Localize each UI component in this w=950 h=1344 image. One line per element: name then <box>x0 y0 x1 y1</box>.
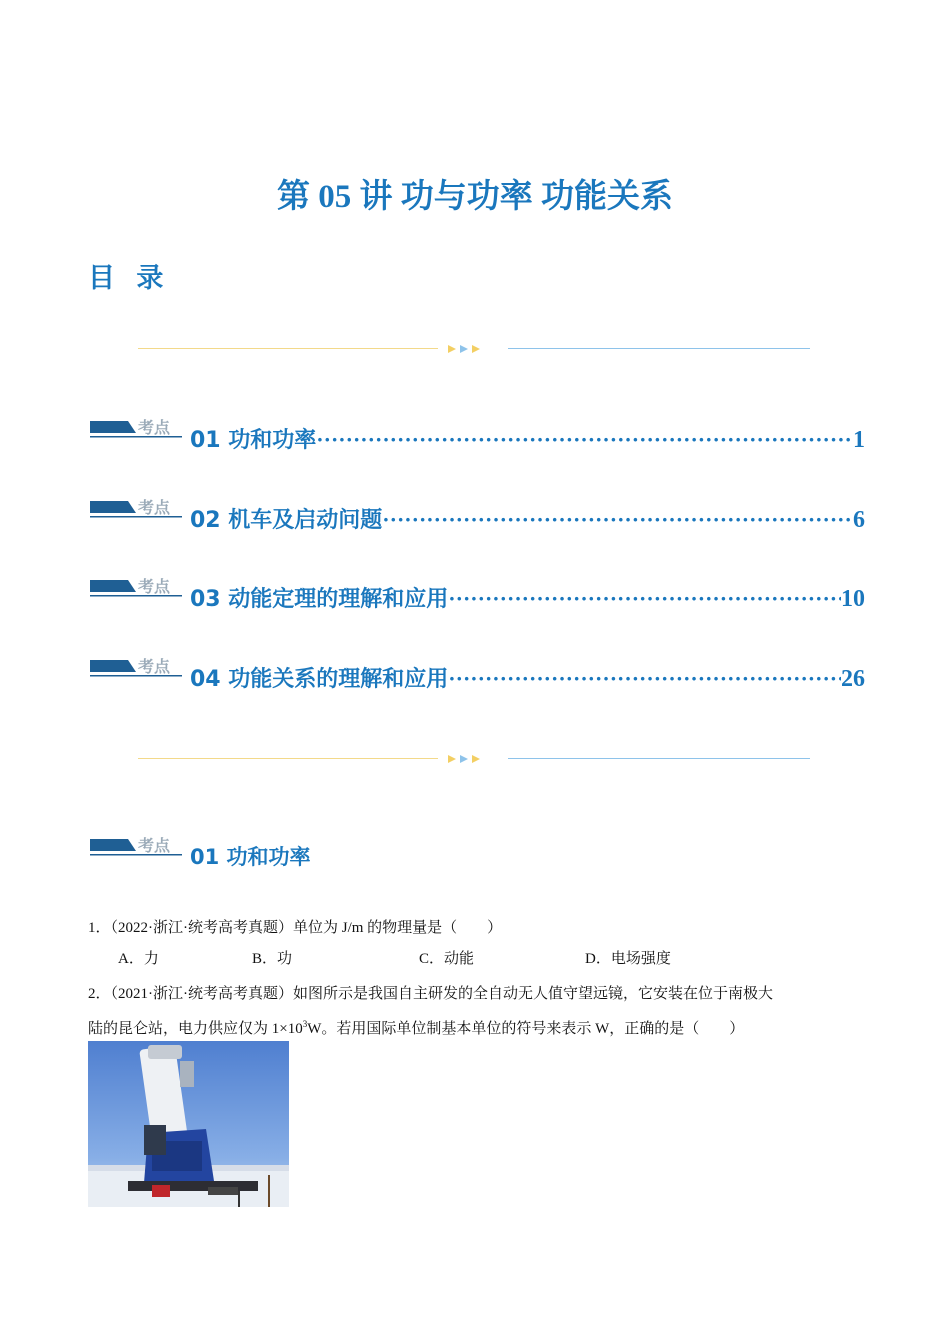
option-a: A．力 <box>118 951 159 967</box>
section-label: 01 功和功率 <box>190 845 311 869</box>
toc-page: 10 <box>841 586 865 612</box>
option-c: C．动能 <box>419 951 475 967</box>
toc-leader <box>316 427 853 453</box>
svg-text:考点: 考点 <box>138 836 171 855</box>
badge-icon <box>90 497 188 525</box>
svg-text:考点: 考点 <box>138 418 171 437</box>
toc-label: 03 动能定理的理解和应用 <box>190 587 449 612</box>
svg-text:考点: 考点 <box>138 657 171 676</box>
toc-label: 01 功和功率 <box>190 428 317 453</box>
option-d: D．电场强度 <box>585 951 671 967</box>
toc-leader <box>448 586 841 612</box>
divider-top <box>138 342 810 356</box>
toc-entry-1[interactable] <box>90 417 865 457</box>
toc-leader <box>382 507 853 533</box>
question-2-line-1: 2．（2021·浙江·统考高考真题）如图所示是我国自主研发的全自动无人值守望远镜，它安装在位于南极大 <box>88 986 773 1002</box>
page-title: 第 05 讲 功与功率 功能关系 <box>277 179 673 215</box>
badge-icon <box>90 656 188 684</box>
badge-icon <box>90 835 188 863</box>
arrows-icon <box>446 752 486 766</box>
toc-page: 1 <box>853 427 865 453</box>
question-2-line-2: 陆的昆仑站，电力供应仅为 $1\times 10^3W$。若用国际单位制基本单位的符号来表示 W，正确的是（ ） <box>88 1019 745 1037</box>
svg-text:考点: 考点 <box>138 577 171 596</box>
badge-icon <box>90 417 188 445</box>
question-1-options <box>118 944 818 974</box>
toc-leader <box>448 666 841 692</box>
arrows-icon <box>446 342 486 356</box>
toc-heading: 目 录 <box>88 263 170 294</box>
toc-page: 6 <box>853 507 865 533</box>
toc-label: 02 机车及启动问题 <box>190 508 383 533</box>
toc-entry-2[interactable] <box>90 497 865 537</box>
section-heading <box>90 835 490 875</box>
toc-label: 04 功能关系的理解和应用 <box>190 667 449 692</box>
telescope-photo-icon <box>88 1041 289 1207</box>
badge-icon <box>90 576 188 604</box>
toc-page: 26 <box>841 666 865 692</box>
toc-entry-3[interactable] <box>90 576 865 616</box>
divider-bottom <box>138 752 810 766</box>
svg-text:考点: 考点 <box>138 498 171 517</box>
option-b: B．功 <box>252 951 293 967</box>
question-1: 1．（2022·浙江·统考高考真题）单位为 J/m 的物理量是（ ） <box>88 920 503 936</box>
toc-entry-4[interactable] <box>90 656 865 696</box>
